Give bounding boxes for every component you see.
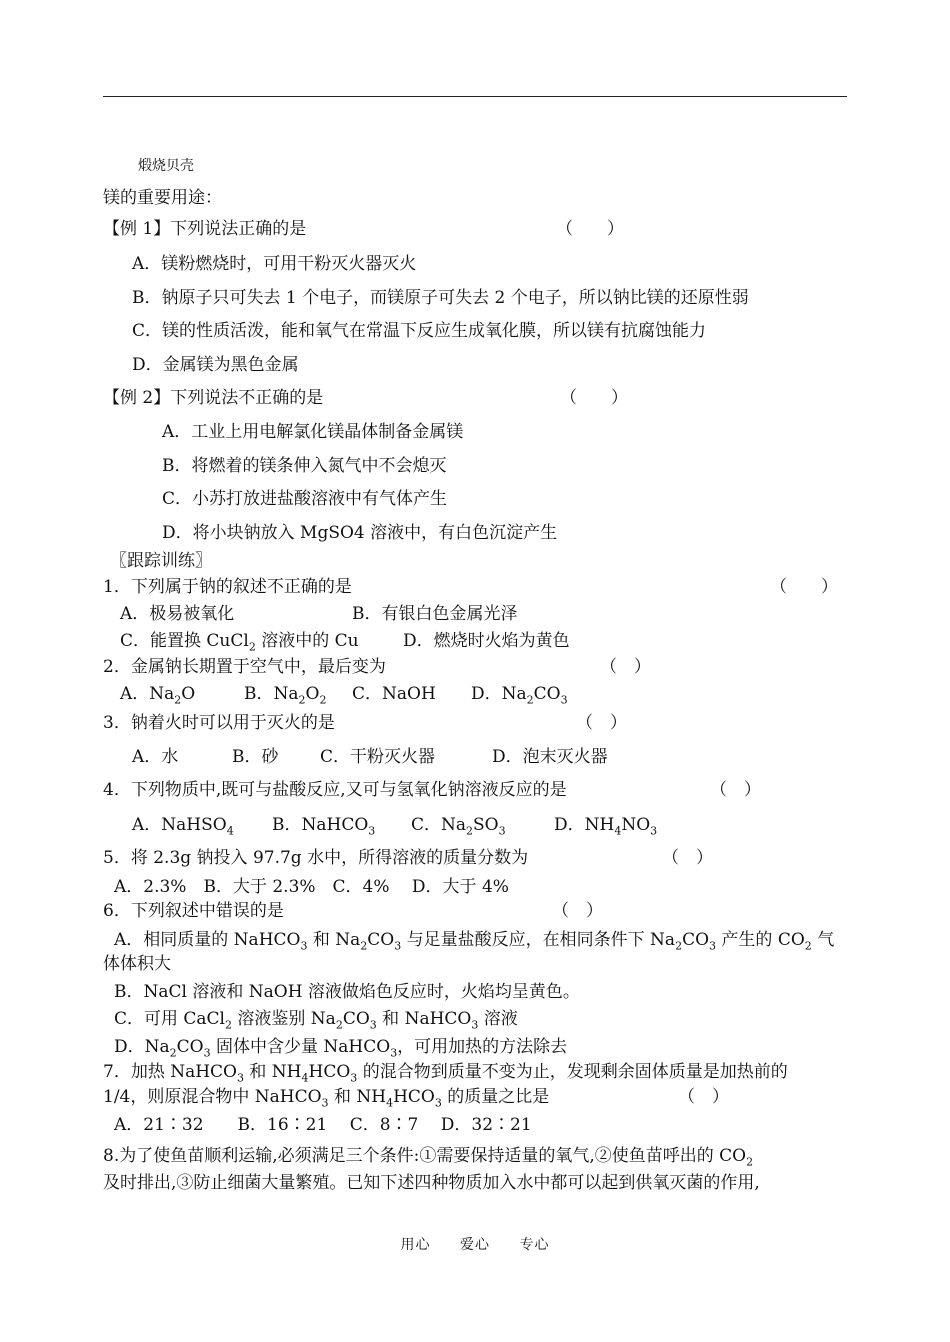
header-note: 煅烧贝壳 xyxy=(138,158,194,174)
example-1-answer-blank: （ ） xyxy=(556,219,624,239)
q4-option-a: A．NaHSO$_4$ xyxy=(132,815,234,838)
q4-option-c: C．$Na_2SO_3$ xyxy=(411,815,506,838)
q5-answer-blank: （ ） xyxy=(662,848,713,868)
q6-option-a-continued: 体体积大 xyxy=(103,954,171,974)
q4-stem: 4．下列物质中,既可与盐酸反应,又可与氢氧化钠溶液反应的是 xyxy=(103,780,567,800)
q7-options: A．21∶32 B．16∶21 C．8∶7 D．32∶21 xyxy=(114,1115,532,1135)
q6-option-a: A．相同质量的 NaHCO$_3$ 和 $Na_2CO_3$ 与足量盐酸反应，在相同条件下 $Na_2CO_3$ 产生的 $CO_2$ 气 xyxy=(114,930,835,953)
q7-stem-line-1: 7．加热 NaHCO$_3$ 和 $NH_4HCO_3$ 的混合物到质量不变为止，发现剩余固体质量是加热前的 xyxy=(103,1062,788,1085)
q6-answer-blank: （ ） xyxy=(552,901,603,921)
example-2-option-c: C．小苏打放进盐酸溶液中有气体产生 xyxy=(162,489,448,509)
q6-option-d: D．$Na_2CO_3$ 固体中含少量 NaHCO$_3$，可用加热的方法除去 xyxy=(114,1037,568,1060)
q1-answer-blank: （ ） xyxy=(770,577,838,597)
footer-word-1: 用心 xyxy=(400,1237,431,1253)
q6-option-c: C．可用 CaCl$_2$ 溶液鉴别 $Na_2CO_3$ 和 NaHCO$_3$ 溶液 xyxy=(114,1009,518,1032)
q7-stem-line-2: 1/4，则原混合物中 NaHCO$_3$ 和 $NH_4HCO_3$ 的质量之比是 xyxy=(103,1087,550,1110)
q1-option-a: A．极易被氧化 xyxy=(120,604,235,624)
q3-stem: 3．钠着火时可以用于灭火的是 xyxy=(103,713,335,733)
example-2-answer-blank: （ ） xyxy=(560,388,628,408)
example-2-question: 【例 2】下列说法不正确的是 xyxy=(103,388,324,408)
q2-stem: 2．金属钠长期置于空气中，最后变为 xyxy=(103,657,386,677)
q2-option-b: B．$Na_2O_2$ xyxy=(244,684,327,707)
q3-option-b: B．砂 xyxy=(232,747,279,767)
q8-stem-line-1: 8.为了使鱼苗顺利运输,必须满足三个条件:①需要保持适量的氧气,②使鱼苗呼出的 $CO_2$ xyxy=(103,1146,754,1169)
q2-answer-blank: （ ） xyxy=(600,657,651,677)
example-1-question: 【例 1】下列说法正确的是 xyxy=(103,219,307,239)
q5-stem: 5．将 2.3g 钠投入 97.7g 水中，所得溶液的质量分数为 xyxy=(103,848,529,868)
header-rule xyxy=(103,96,847,97)
example-2-option-d: D．将小块钠放入 MgSO4 溶液中，有白色沉淀产生 xyxy=(162,523,558,543)
q3-option-c: C．干粉灭火器 xyxy=(320,747,436,767)
q5-options: A．2.3% B．大于 2.3% C．4% D．大于 4% xyxy=(114,877,509,897)
q2-option-a: A．$Na_2O$ xyxy=(120,684,196,707)
q2-option-d: D．$Na_2CO_3$ xyxy=(471,684,568,707)
q1-option-c: C．能置换 CuCl$_2$ 溶液中的 Cu xyxy=(120,631,359,654)
example-1-option-d: D．金属镁为黑色金属 xyxy=(132,355,299,375)
q3-option-d: D．泡末灭火器 xyxy=(492,747,608,767)
q2-option-c: C．NaOH xyxy=(352,684,436,704)
footer-word-2: 爱心 xyxy=(460,1237,490,1253)
page-footer xyxy=(0,1234,950,1254)
q1-stem: 1．下列属于钠的叙述不正确的是 xyxy=(103,577,352,597)
example-2-option-a: A．工业上用电解氯化镁晶体制备金属镁 xyxy=(162,422,464,442)
q3-option-a: A．水 xyxy=(132,747,179,767)
q4-option-b: B．NaHCO$_3$ xyxy=(272,815,376,838)
example-1-option-b: B．钠原子只可失去 1 个电子，而镁原子可失去 2 个电子，所以钠比镁的还原性弱 xyxy=(132,288,749,308)
q4-answer-blank: （ ） xyxy=(710,780,761,800)
q3-answer-blank: （ ） xyxy=(576,713,627,733)
q6-option-b: B．NaCl 溶液和 NaOH 溶液做焰色反应时，火焰均呈黄色。 xyxy=(114,982,580,1002)
q7-answer-blank: （ ） xyxy=(678,1087,729,1107)
q1-option-d: D．燃烧时火焰为黄色 xyxy=(403,631,570,651)
training-heading: 〖跟踪训练〗 xyxy=(110,551,212,571)
q6-stem: 6．下列叙述中错误的是 xyxy=(103,901,284,921)
example-2-option-b: B．将燃着的镁条伸入氮气中不会熄灭 xyxy=(162,456,447,476)
q1-option-b: B．有银白色金属光泽 xyxy=(352,604,518,624)
q8-stem-line-2: 及时排出,③防止细菌大量繁殖。已知下述四种物质加入水中都可以起到供氧灭菌的作用, xyxy=(103,1173,760,1193)
q4-option-d: D．$NH_4NO_3$ xyxy=(554,815,658,838)
footer-word-3: 专心 xyxy=(519,1237,550,1253)
example-1-option-a: A．镁粉燃烧时，可用干粉灭火器灭火 xyxy=(132,254,417,274)
section-title: 镁的重要用途： xyxy=(103,188,222,208)
example-1-option-c: C．镁的性质活泼，能和氧气在常温下反应生成氧化膜，所以镁有抗腐蚀能力 xyxy=(132,321,707,341)
